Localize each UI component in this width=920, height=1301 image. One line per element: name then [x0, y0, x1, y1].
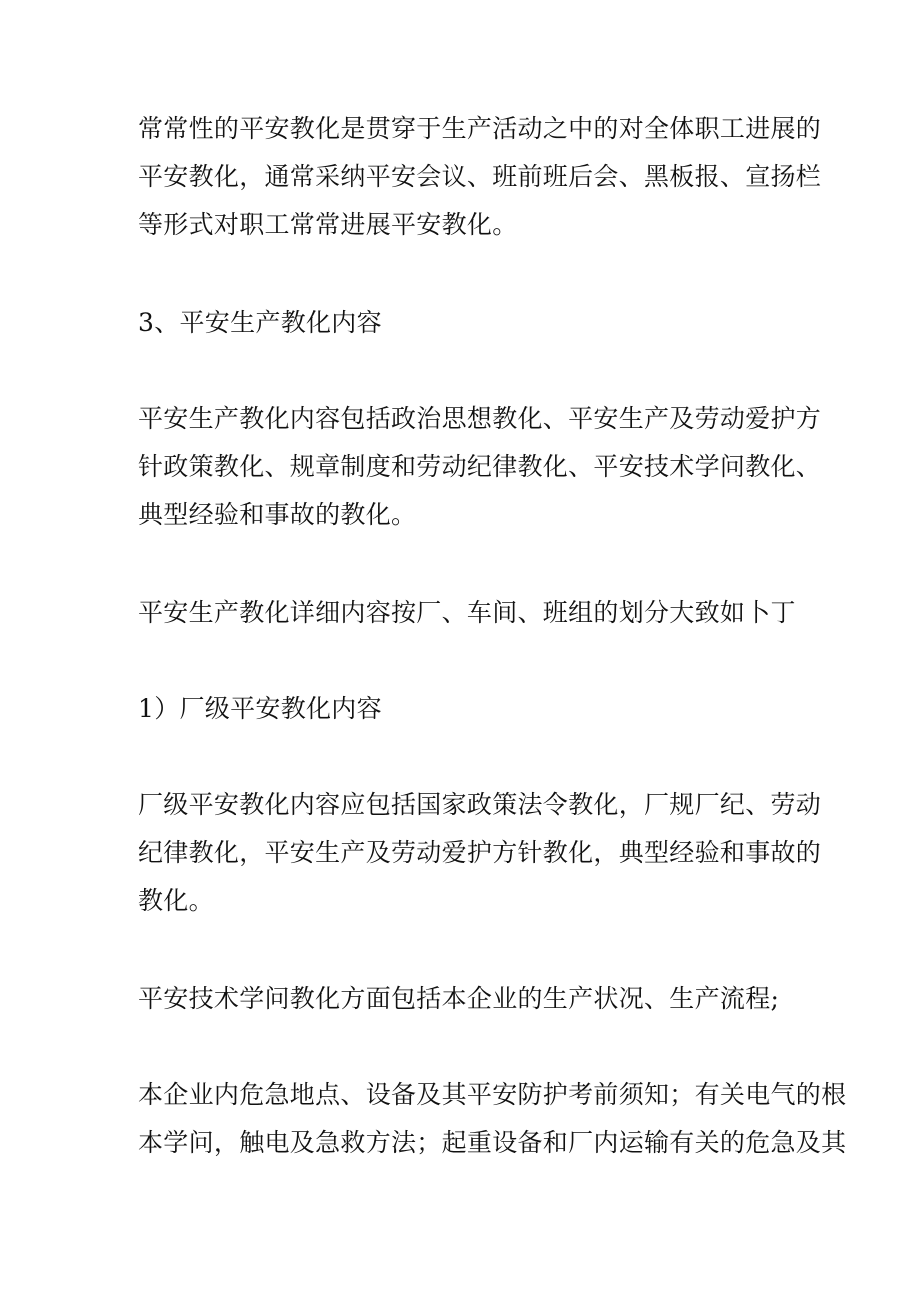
- subsection-heading-1: 1）厂级平安教化内容: [138, 694, 382, 723]
- paragraph-6-line-2: 纪律教化，平安生产及劳动爱护方针教化，典型经验和事故的: [138, 838, 822, 867]
- paragraph-3-line-1: 平安生产教化内容包括政治思想教化、平安生产及劳动爱护方: [138, 404, 822, 433]
- paragraph-4-line-1: 平安生产教化详细内容按厂、车间、班组的划分大致如卜丁: [138, 598, 796, 627]
- paragraph-8-line-2: 本学问，触电及急救方法；起重设备和厂内运输有关的危急及其: [138, 1128, 847, 1157]
- paragraph-1-line-2: 平安教化，通常采纳平安会议、班前班后会、黑板报、宣扬栏: [138, 162, 822, 191]
- paragraph-1-line-3: 等形式对职工常常进展平安教化。: [138, 210, 518, 239]
- paragraph-1-line-1: 常常性的平安教化是贯穿于生产活动之中的对全体职工进展的: [138, 114, 822, 143]
- paragraph-6-line-1: 厂级平安教化内容应包括国家政策法令教化，厂规厂纪、劳动: [138, 790, 822, 819]
- section-heading-3: 3、平安生产教化内容: [138, 308, 382, 337]
- paragraph-7-line-1: 平安技术学问教化方面包括本企业的生产状况、生产流程;: [138, 984, 780, 1013]
- paragraph-3-line-2: 针政策教化、规章制度和劳动纪律教化、平安技术学问教化、: [138, 452, 822, 481]
- paragraph-3-line-3: 典型经验和事故的教化。: [138, 500, 417, 529]
- paragraph-6-line-3: 教化。: [138, 886, 214, 915]
- paragraph-8-line-1: 本企业内危急地点、设备及其平安防护考前须知；有关电气的根: [138, 1080, 847, 1109]
